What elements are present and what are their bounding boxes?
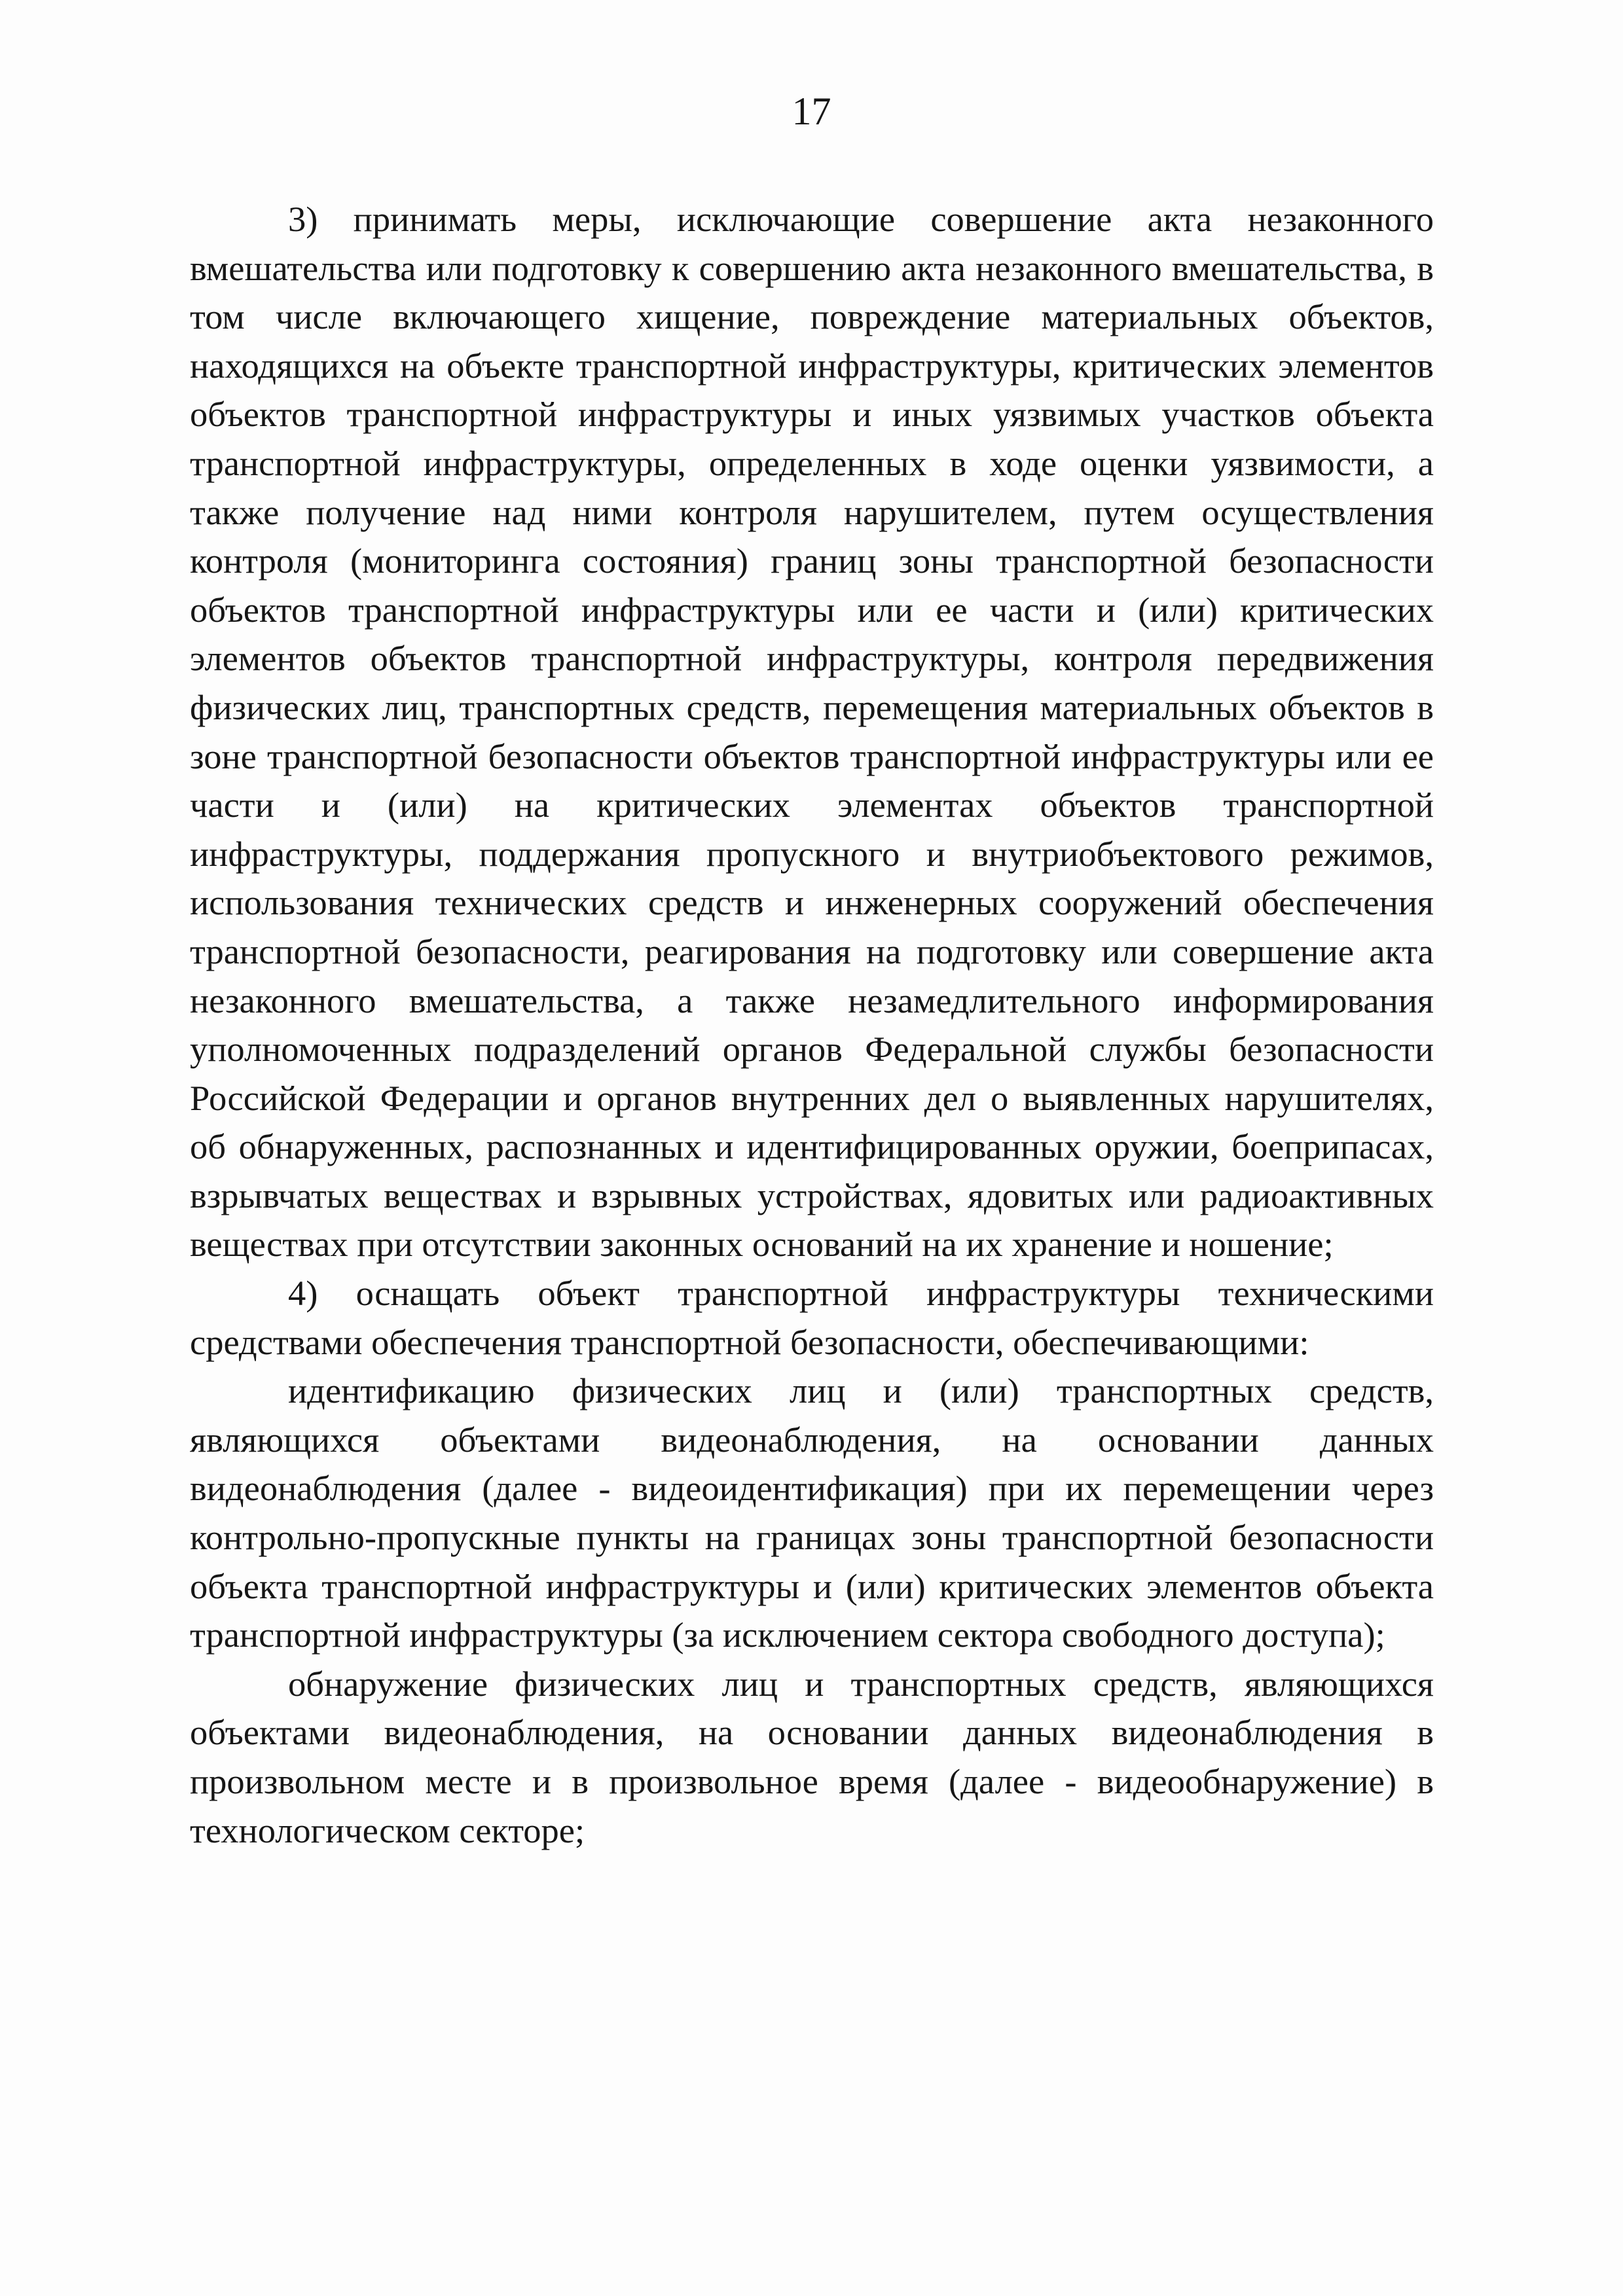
page-number: 17 (792, 90, 831, 133)
document-body (190, 195, 1434, 1855)
paragraph-item-4: 4) оснащать объект транспортной инфраструктуры техническими средствами обеспечения транспортной безопасности, обеспечивающими: (190, 1273, 1434, 1362)
paragraph-video-identification: идентификацию физических лиц и (или) транспортных средств, являющихся объектами видеонаблюдения, на основании данных видеонаблюдения (далее - видеоидентификация) при их перемещении через контрольно-пропускные пункты на границах зоны транспортной безопасности объекта транспортной инфраструктуры и (или) критических элементов объекта транспортной инфраструктуры (за исключением сектора свободного доступа); (190, 1371, 1434, 1655)
paragraph-item-3: 3) принимать меры, исключающие совершение акта незаконного вмешательства или подготовку к совершению акта незаконного вмешательства, в том числе включающего хищение, повреждение материальных объектов, находящихся на объекте транспортной инфраструктуры, критических элементов объектов транспортной инфраструктуры и иных уязвимых участков объекта транспортной инфраструктуры, определенных в ходе оценки уязвимости, а также получение над ними контроля нарушителем, путем осуществления контроля (мониторинга состояния) границ зоны транспортной безопасности объектов транспортной инфраструктуры или ее части и (или) критических элементов объектов транспортной инфраструктуры, контроля передвижения физических лиц, транспортных средств, перемещения материальных объектов в зоне транспортной безопасности объектов транспортной инфраструктуры или ее части и (или) на критических элементах объектов транспортной инфраструктуры, поддержания пропускного и внутриобъектового режимов, использования технических средств и инженерных сооружений обеспечения транспортной безопасности, реагирования на подготовку или совершение акта незаконного вмешательства, а также незамедлительного информирования уполномоченных подразделений органов Федеральной службы безопасности Российской Федерации и органов внутренних дел о выявленных нарушителях, об обнаруженных, распознанных и идентифицированных оружии, боеприпасах, взрывчатых веществах и взрывных устройствах, ядовитых или радиоактивных веществах при отсутствии законных оснований на их хранение и ношение; (190, 199, 1434, 1265)
paragraph-video-detection: обнаружение физических лиц и транспортных средств, являющихся объектами видеонаблюдения, на основании данных видеонаблюдения в произвольном месте и в произвольное время (далее - видеообнаружение) в технологическом секторе; (190, 1663, 1434, 1850)
